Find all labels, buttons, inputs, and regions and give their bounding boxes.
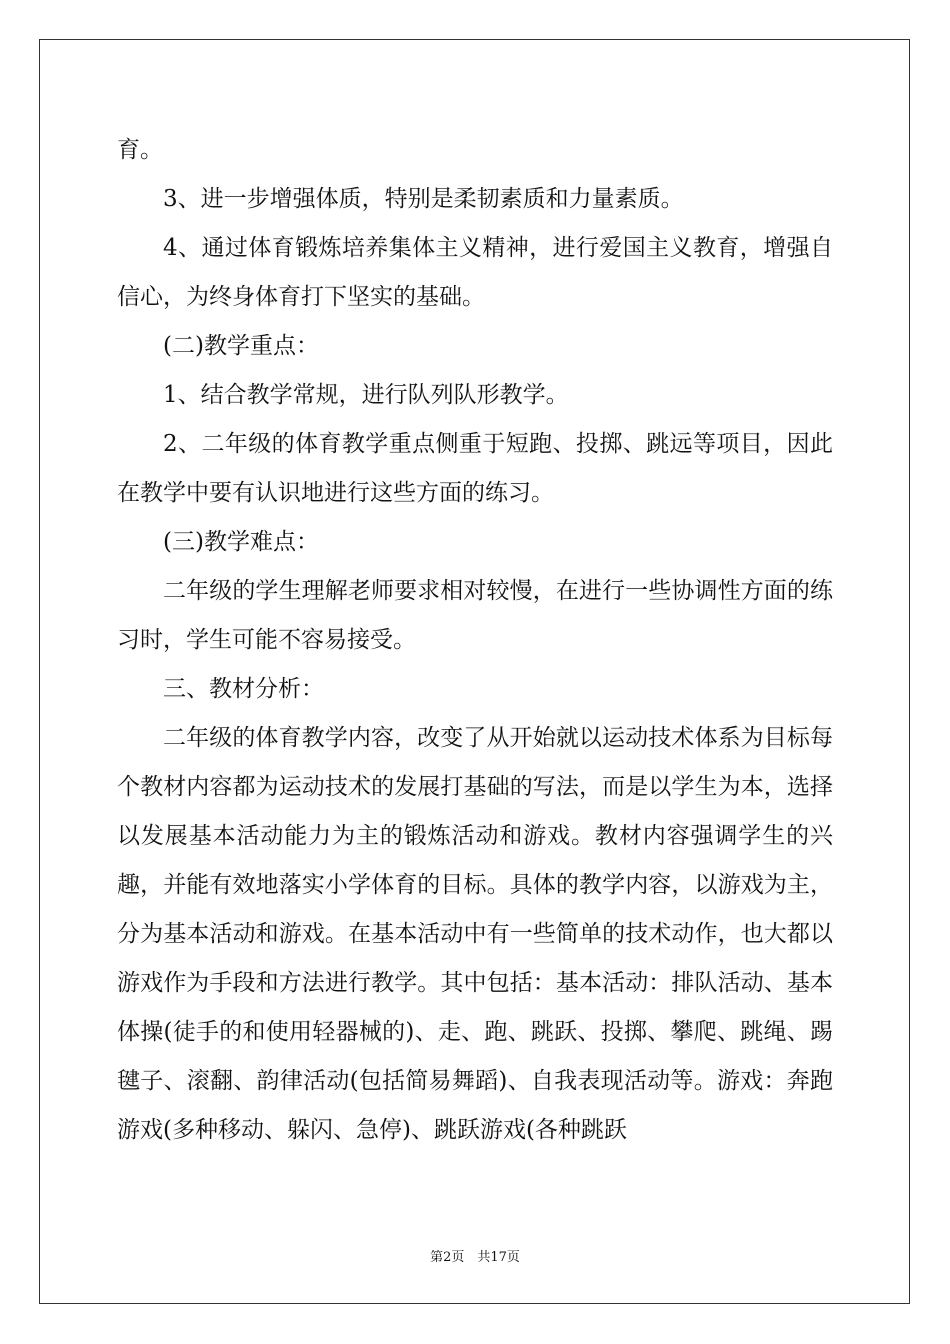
paragraph: 二年级的学生理解老师要求相对较慢，在进行一些协调性方面的练习时，学生可能不容易接受。: [117, 578, 833, 653]
paragraph: 2、二年级的体育教学重点侧重于短跑、投掷、跳远等项目，因此在教学中要有认识地进行这些方面的练习。: [117, 431, 833, 506]
paragraph: 3、进一步增强体质，特别是柔韧素质和力量素质。: [163, 186, 684, 212]
paragraph: 4、通过体育锻炼培养集体主义精神，进行爱国主义教育，增强自信心，为终身体育打下坚实的基础。: [117, 235, 833, 310]
section-heading: (三)教学难点：: [163, 529, 319, 555]
page-number-footer: 第2页 共17页: [430, 1250, 520, 1265]
paragraph: 育。: [117, 137, 163, 163]
section-heading: (二)教学重点：: [163, 333, 319, 359]
section-heading: 三、教材分析：: [163, 676, 324, 702]
paragraph: 二年级的体育教学内容，改变了从开始就以运动技术体系为目标每个教材内容都为运动技术的发展打基础的写法，而是以学生为本，选择以发展基本活动能力为主的锻炼活动和游戏。教材内容强调学生的兴趣，并能有效地落实小学体育的目标。具体的教学内容，以游戏为主，分为基本活动和游戏。在基本活动中有一些简单的技术动作，也大都以游戏作为手段和方法进行教学。其中包括：基本活动：排队活动、基本体操(徒手的和使用轻器械的)、走、跑、跳跃、投掷、攀爬、跳绳、踢毽子、滚翻、韵律活动(包括简易舞蹈)、自我表现活动等。游戏：奔跑游戏(多种移动、躲闪、急停)、跳跃游戏(各种跳跃: [117, 725, 833, 1143]
document-body: [117, 126, 833, 1155]
paragraph: 1、结合教学常规，进行队列队形教学。: [163, 382, 569, 408]
